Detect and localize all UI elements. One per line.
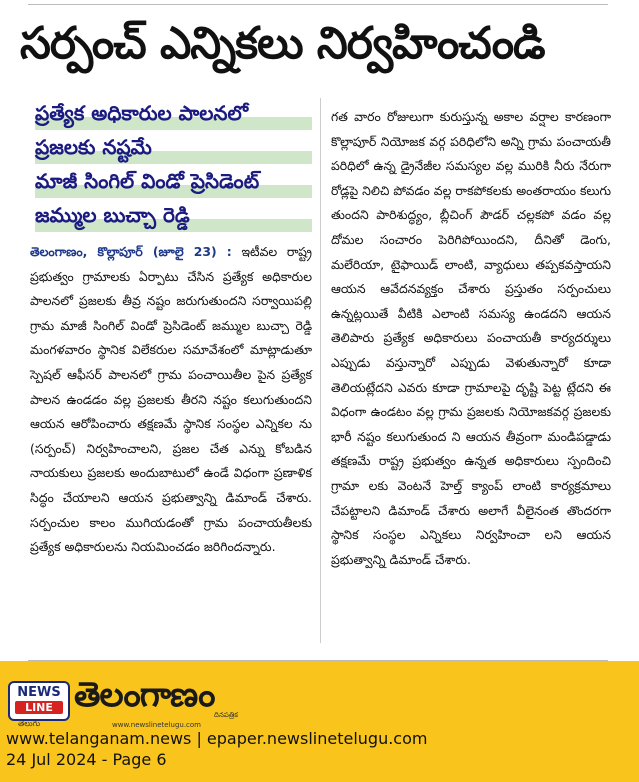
column-divider (320, 98, 321, 643)
badge-telugu-label: తెలుగు (18, 719, 41, 728)
badge-line-text: LINE (15, 701, 63, 714)
article-headline: సర్పంచ్ ఎన్నికలు నిర్వహించండి (20, 18, 545, 69)
badge-news-text: NEWS (17, 685, 61, 700)
article-subheadline (35, 96, 312, 232)
top-divider (28, 4, 608, 5)
source-links: www.telanganam.news | epaper.newslinetelugu.com (6, 729, 428, 748)
left-body-text: ఇటీవల రాష్ట్ర ప్రభుత్వం గ్రామాలకు ఏర్పాటు చేసిన ప్రత్యేక అధికారుల పాలనలో ప్రజలకు తీవ్ర నష్టం జరుగుతుందని సర్వాయిపల్లి గ్రామ మాజీ సింగిల్ విండో ప్రెసిడెంట్ జమ్ముల బుచ్చా రెడ్డి మంగళవారం స్థానిక విలేకరుల సమావేశంలో మాట్లాడుతూ స్పెషల్ ఆఫీసర్ పాలనలో గ్రామ పంచాయితీల పైన ప్రత్యేక పాలన ఉండడం వల్ల ప్రజలకు తీరని నష్టం కలుగుతుందని ఆయన ఆరోపించారు తక్షణమే స్థానిక సంస్థల ఎన్నికల ను (సర్పంచ్) నిర్వహించాలని, ప్రజల చేత ఎన్ను కోబడిన నాయకులు ప్రజలకు అందుబాటులో ఉండే విధంగా ప్రణాళిక సిద్ధం చేయాలని ఆయన ప్రభుత్వాన్ని డిమాండ్ చేశారు. సర్పంచుల కాలం ముగియడంతో గ్రామ పంచాయతీలకు ప్రత్యేక అధికారులను నియమించడం జరిగిందన్నారు. (30, 244, 312, 555)
brand-name-part-1: తెల (74, 675, 140, 715)
left-column-text (30, 240, 312, 560)
subheadline-line-3: మాజీ సింగిల్ విండో ప్రెసిడెంట్ (35, 164, 312, 198)
brand-url: www.newslinetelugu.com (112, 721, 201, 729)
article-dateline: తెలంగాణం, కొల్లాపూర్ (జూలై 23) : (30, 244, 232, 259)
right-column (331, 105, 611, 572)
footer-bar (0, 661, 639, 782)
subheadline-line-2: ప్రజలకు నష్టమే (35, 130, 312, 164)
brand-logo[interactable] (8, 669, 248, 731)
left-column (30, 96, 312, 560)
subheadline-line-4: జమ్ముల బుచ్చా రెడ్డి (35, 198, 312, 232)
brand-tagline: దినపత్రిక (214, 711, 238, 719)
date-page-label: 24 Jul 2024 - Page 6 (6, 750, 167, 769)
subheadline-line-1: ప్రత్యేక అధికారుల పాలనలో (35, 96, 312, 130)
right-body-text: గత వారం రోజులుగా కురుస్తున్న అకాల వర్షాల కారణంగా కొల్లాపూర్ నియోజక వర్గ పరిధిలోని అన్ని గ్రామ పంచాయతీ పరిధిలో ఉన్న డ్రైనేజీల సమస్యల వల్ల మురికి నీరు నేరుగా రోడ్లపై నిలిచి పోవడం వల్ల రాకపోకలకు అంతరాయం కలుగు తుందని పారిశుద్ధ్యం, బ్లీచింగ్ పౌడర్ చల్లకపో వడం వల్ల దోమల సంచారం పెరిగిపోయిందని, దీనితో డెంగు, మలేరియా, టైఫాయిడ్ లాంటి, వ్యాధులు తప్పకవస్తాయని ఆయన ఆవేదనవ్యక్తం చేశారు ప్రస్తుతం సర్పంచులు ఉన్నట్లయితే వీటికి ఎలాంటి సమస్య ఉండదని ఆయన తెలిపారు ప్రత్యేక అధికారులు పంచాయతీ కార్యదర్శులు ఎప్పుడు వస్తున్నారో ఎప్పుడు వెళుతున్నారో కూడా తెలియట్లేదని ఎవరు కూడా గ్రామాలపై దృష్టి పెట్ట ట్లేదని ఈ విధంగా ఉండటం వల్ల గ్రామ ప్రజలకు నియోజకవర్గ ప్రజలకు భారీ నష్టం కలుగుతుంద ని ఆయన తీవ్రంగా మండిపడ్డాడు తక్షణమే రాష్ట్ర ప్రభుత్వం ఉన్నత అధికారులు స్పందించి గ్రామా లకు వెంటనే హెల్త్ క్యాంప్ లాంటి కార్యక్రమాలు చేపట్టాలని డిమాండ్ చేశారు అలాగే వీలైనంత తొందరగా స్థానిక సంస్థల ఎన్నికలు నిర్వహించా లని ఆయన ప్రభుత్వాన్ని డిమాండ్ చేశారు. (331, 109, 611, 567)
brand-name (74, 673, 214, 717)
newsline-badge (8, 681, 70, 721)
brand-name-part-2: గాణం (139, 675, 215, 715)
